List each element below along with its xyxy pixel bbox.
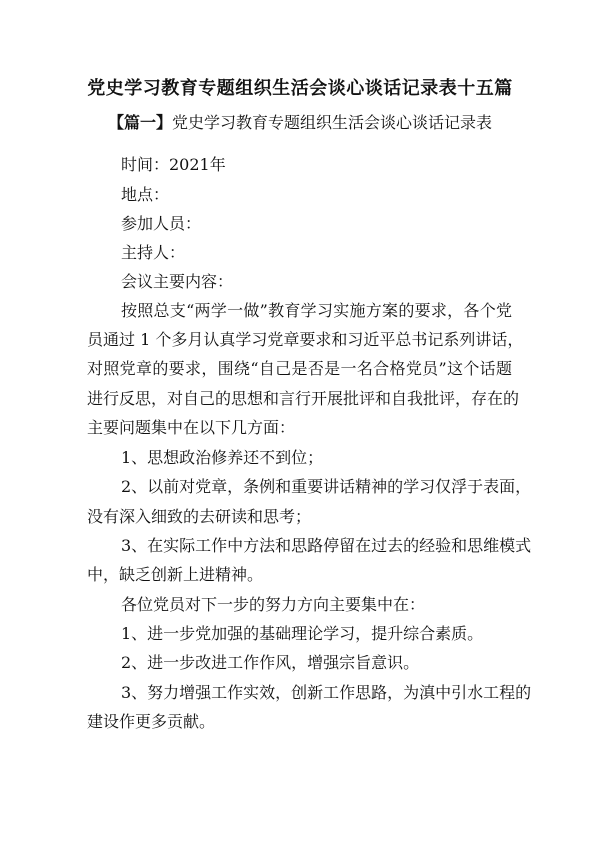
field-place: 地点：	[121, 185, 170, 204]
direction-item: 3、努力增强工作实效，创新工作思路，为滇中引水工程的	[121, 683, 532, 702]
direction-item: 2、进一步改进工作作风，增强宗旨意识。	[121, 653, 420, 672]
issue-item-continued: 中，缺乏创新上进精神。	[87, 565, 264, 584]
issue-item: 2、以前对党章，条例和重要讲话精神的学习仅浮于表面，	[121, 477, 532, 496]
direction-item: 1、进一步党加强的基础理论学习，提升综合素质。	[121, 624, 484, 643]
document-title: 党史学习教育专题组织生活会谈心谈话记录表十五篇	[87, 78, 513, 99]
issue-item: 3、在实际工作中方法和思路停留在过去的经验和思维模式	[121, 536, 532, 555]
subtitle-bracket: 【篇一】	[107, 113, 172, 132]
field-participants: 参加人员：	[121, 214, 202, 233]
issue-item-continued: 没有深入细致的去研读和思考；	[87, 507, 312, 526]
paragraph-line: 主要问题集中在以下几方面：	[87, 418, 296, 437]
document-subtitle	[0, 110, 600, 133]
field-content-label: 会议主要内容：	[121, 272, 234, 291]
paragraph-line: 员通过 1 个多月认真学习党章要求和习近平总书记系列讲话，	[87, 330, 524, 349]
issue-item: 1、思想政治修养还不到位；	[121, 448, 324, 467]
field-time: 时间：2021年	[121, 155, 226, 174]
paragraph-line: 进行反思，对自己的思想和言行开展批评和自我批评，存在的	[87, 389, 520, 408]
subtitle-text: 党史学习教育专题组织生活会谈心谈话记录表	[172, 113, 493, 132]
direction-intro: 各位党员对下一步的努力方向主要集中在：	[121, 595, 426, 614]
paragraph-line: 对照党章的要求，围绕“自己是否是一名合格党员”这个话题	[87, 359, 512, 378]
direction-item-continued: 建设作更多贡献。	[87, 712, 216, 731]
field-host: 主持人：	[121, 243, 186, 262]
paragraph-line: 按照总支“两学一做”教育学习实施方案的要求，各个党	[121, 301, 512, 320]
